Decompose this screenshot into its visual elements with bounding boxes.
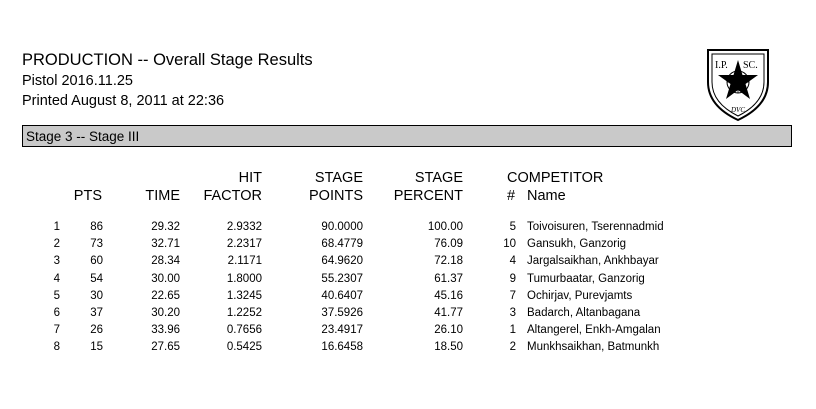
pts-cell: 30 — [90, 289, 103, 302]
col-pts: PTS — [73, 188, 102, 204]
col-time: TIME — [145, 188, 180, 204]
place-cell: 1 — [53, 221, 60, 233]
hit-factor-cell: 2.9332 — [226, 221, 262, 233]
hit-factor-cell: 1.3245 — [226, 289, 262, 302]
competitor-number-cell: 5 — [509, 221, 516, 233]
place-cell: 4 — [53, 272, 60, 285]
col-stage-percent-top: STAGE — [414, 170, 463, 186]
hit-factor-cell: 2.2317 — [226, 238, 262, 251]
table-row — [0, 255, 816, 272]
report-title: PRODUCTION -- Overall Stage Results — [22, 51, 313, 69]
stage-percent-cell: 76.09 — [434, 238, 463, 251]
place-cell: 3 — [53, 255, 60, 268]
time-cell: 30.20 — [151, 306, 180, 319]
competitor-name-cell: Gansukh, Ganzorig — [527, 238, 627, 251]
stage-points-cell: 23.4917 — [321, 324, 363, 337]
stage-bar — [22, 125, 792, 147]
table-row — [0, 324, 816, 341]
pts-cell: 86 — [90, 221, 103, 233]
time-cell: 30.00 — [151, 272, 180, 285]
stage-points-cell: 40.6407 — [321, 289, 363, 302]
col-stage-percent-bottom: PERCENT — [393, 188, 463, 204]
competitor-number-cell: 1 — [509, 324, 516, 337]
pts-cell: 60 — [90, 255, 103, 268]
pts-cell: 26 — [90, 324, 103, 337]
stage-percent-cell: 100.00 — [427, 221, 463, 233]
place-cell: 5 — [53, 289, 60, 302]
pts-cell: 37 — [90, 306, 103, 319]
stage-percent-cell: 41.77 — [434, 306, 463, 319]
stage-percent-cell: 18.50 — [434, 341, 463, 354]
place-cell: 8 — [53, 341, 60, 354]
competitor-number-cell: 2 — [509, 341, 516, 354]
competitor-number-cell: 9 — [509, 272, 516, 285]
table-row — [0, 290, 816, 307]
competitor-name-cell: Badarch, Altanbagana — [527, 306, 641, 319]
table-row — [0, 238, 816, 255]
place-cell: 2 — [53, 238, 60, 251]
time-cell: 33.96 — [151, 324, 180, 337]
competitor-number-cell: 7 — [509, 289, 516, 302]
logo-monogram: DVC — [731, 106, 745, 114]
stage-percent-cell: 45.16 — [434, 289, 463, 302]
competitor-number-cell: 10 — [503, 238, 516, 251]
competitor-name-cell: Altangerel, Enkh-Amgalan — [527, 324, 661, 337]
ipsc-shield-star-logo — [705, 44, 771, 124]
competitor-name-cell: Toivoisuren, Tserennadmid — [527, 221, 664, 233]
col-hit-top: HIT — [238, 170, 262, 186]
results-table — [0, 221, 816, 359]
col-competitor: COMPETITOR — [507, 170, 604, 186]
place-cell: 6 — [53, 306, 60, 319]
hit-factor-cell: 0.5425 — [226, 341, 262, 354]
stage-label: Stage 3 -- Stage III — [26, 129, 140, 144]
stage-percent-cell: 72.18 — [434, 255, 463, 268]
time-cell: 28.34 — [151, 255, 180, 268]
stage-percent-cell: 61.37 — [434, 272, 463, 285]
printed-date: Printed August 8, 2011 at 22:36 — [22, 93, 225, 109]
time-cell: 22.65 — [151, 289, 180, 302]
hit-factor-cell: 1.2252 — [226, 306, 262, 319]
hit-factor-cell: 0.7656 — [226, 324, 262, 337]
competitor-name-cell: Ochirjav, Purevjamts — [527, 289, 633, 302]
competitor-name-cell: Jargalsaikhan, Ankhbayar — [527, 255, 659, 268]
col-hit-bottom: FACTOR — [203, 188, 262, 204]
col-stage-points-bottom: POINTS — [309, 188, 363, 204]
match-name: Pistol 2016.11.25 — [22, 73, 133, 89]
stage-percent-cell: 26.10 — [434, 324, 463, 337]
col-comp-name: Name — [527, 188, 566, 204]
col-stage-points-top: STAGE — [314, 170, 363, 186]
table-row — [0, 221, 816, 238]
hit-factor-cell: 2.1171 — [227, 255, 262, 268]
competitor-name-cell: Tumurbaatar, Ganzorig — [527, 272, 645, 285]
pts-cell: 54 — [90, 272, 103, 285]
logo-text-left: I.P. — [715, 60, 728, 71]
time-cell: 29.32 — [151, 221, 180, 233]
time-cell: 27.65 — [151, 341, 180, 354]
competitor-number-cell: 3 — [509, 306, 516, 319]
pts-cell: 15 — [90, 341, 103, 354]
table-row — [0, 341, 816, 358]
competitor-number-cell: 4 — [509, 255, 516, 268]
competitor-name-cell: Munkhsaikhan, Batmunkh — [527, 341, 660, 354]
table-row — [0, 307, 816, 324]
stage-points-cell: 64.9620 — [321, 255, 363, 268]
table-row — [0, 273, 816, 290]
stage-points-cell: 68.4779 — [321, 238, 363, 251]
hit-factor-cell: 1.8000 — [226, 272, 262, 285]
col-comp-num: # — [507, 188, 516, 204]
stage-points-cell: 37.5926 — [321, 306, 363, 319]
stage-points-cell: 55.2307 — [321, 272, 363, 285]
place-cell: 7 — [53, 324, 60, 337]
pts-cell: 73 — [90, 238, 103, 251]
stage-points-cell: 90.0000 — [321, 221, 363, 233]
stage-points-cell: 16.6458 — [321, 341, 363, 354]
time-cell: 32.71 — [151, 238, 180, 251]
logo-text-right: SC. — [743, 60, 758, 71]
